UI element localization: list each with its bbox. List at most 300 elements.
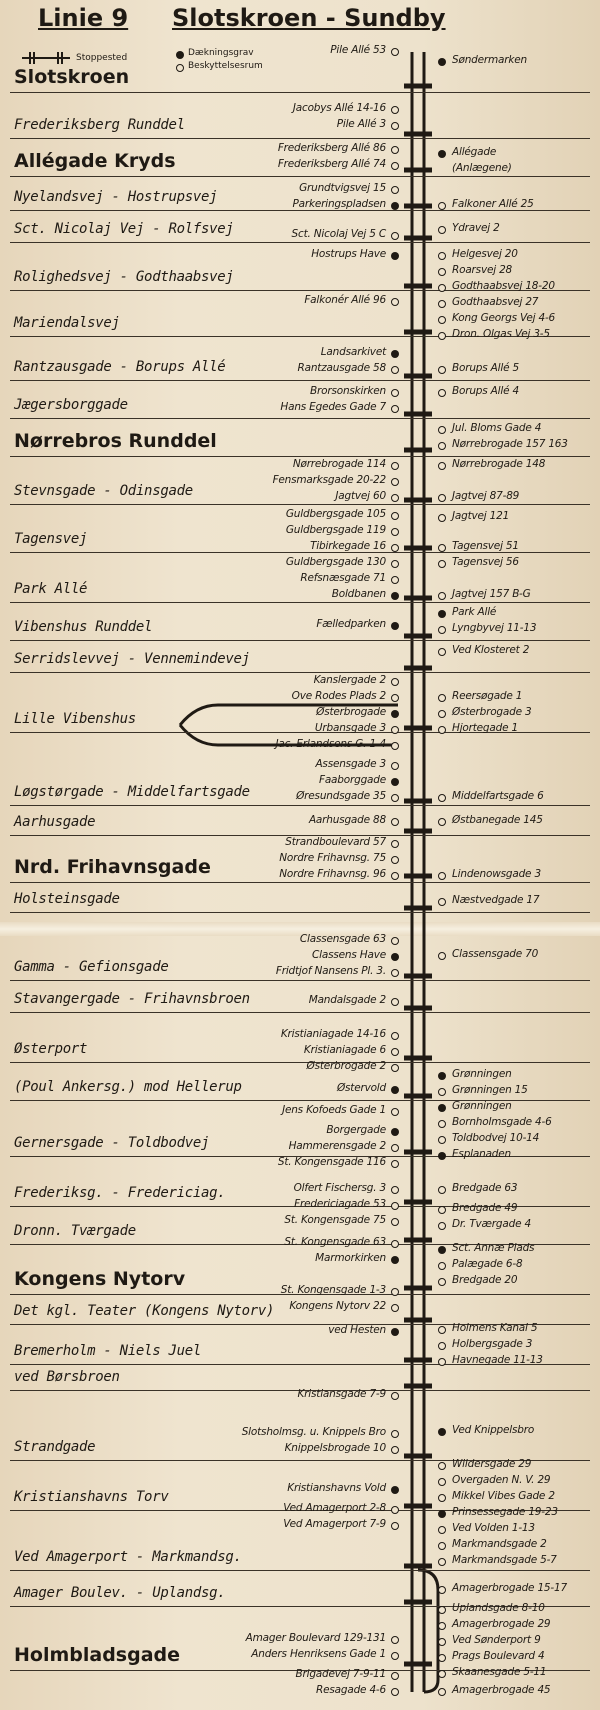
shelter-circle-icon [391,462,399,470]
shelter-label: St. Kongensgade 75 [284,1214,386,1226]
shelter-circle-icon [391,48,399,56]
shelter-circle-icon [391,678,399,686]
stop-name: Gernersgade - Toldbodvej [14,1135,210,1151]
shelter-label: Ved Volden 1-13 [452,1522,535,1534]
shelter-label: Dr. Tværgade 4 [452,1218,531,1230]
shelter-label: Roarsvej 28 [452,264,513,276]
shelter-circle-icon [391,937,399,945]
legend-filled-dot-icon [176,51,184,59]
shelter-label: Park Allé [452,606,497,618]
shelter-circle-icon [438,366,446,374]
shelter-circle-icon [391,122,399,130]
trench-dot-icon [438,1072,446,1080]
shelter-label: Jagtvej 87-89 [452,490,520,502]
shelter-label: Resagade 4-6 [316,1684,386,1696]
shelter-circle-icon [391,186,399,194]
shelter-circle-icon [391,146,399,154]
shelter-circle-icon [391,106,399,114]
stop-divider [10,805,590,806]
shelter-circle-icon [391,1430,399,1438]
trench-dot-icon [391,710,399,718]
shelter-circle-icon [391,1672,399,1680]
shelter-circle-icon [391,576,399,584]
shelter-label: Guldbergsgade 105 [285,508,386,520]
stop-divider [10,456,590,457]
shelter-circle-icon [438,1638,446,1646]
shelter-label: Østerbrogade [316,706,386,718]
shelter-label: Hjortegade 1 [452,722,518,734]
shelter-label: Frederiksberg Allé 86 [277,142,386,154]
shelter-circle-icon [438,1278,446,1286]
trench-dot-icon [391,252,399,260]
shelter-label: Øresundsgade 35 [296,790,386,802]
shelter-label: Ved Klosteret 2 [452,644,530,656]
shelter-circle-icon [391,1240,399,1248]
shelter-label: Kristianiagade 14-16 [280,1028,386,1040]
shelter-circle-icon [438,300,446,308]
shelter-label: Borups Allé 4 [452,385,519,397]
shelter-circle-icon [391,1688,399,1696]
shelter-label: Brorsonskirken [310,385,386,397]
stop-name: Tagensvej [14,531,88,547]
stop-divider [10,980,590,981]
shelter-label: Hammerensgade 2 [288,1140,386,1152]
shelter-label: Kong Georgs Vej 4-6 [452,312,556,324]
stop-name: Østerport [14,1041,88,1057]
shelter-circle-icon [391,1446,399,1454]
shelter-circle-icon [438,1558,446,1566]
shelter-label: Holbergsgade 3 [452,1338,533,1350]
shelter-circle-icon [391,1652,399,1660]
shelter-label: Uplandsgade 8-10 [452,1602,545,1614]
shelter-circle-icon [391,1218,399,1226]
shelter-label: Ydravej 2 [452,222,500,234]
stop-name: Rolighedsvej - Godthaabsvej [14,269,234,285]
stop-divider [10,602,590,603]
shelter-label: Borgergade [326,1124,386,1136]
shelter-label: Bredgade 63 [452,1182,518,1194]
shelter-circle-icon [438,1326,446,1334]
stop-name: Serridslevvej - Vennemindevej [14,651,250,667]
trench-dot-icon [438,1152,446,1160]
shelter-circle-icon [438,648,446,656]
shelter-circle-icon [438,1088,446,1096]
shelter-label: Pile Allé 53 [330,44,386,56]
shelter-circle-icon [391,1032,399,1040]
shelter-circle-icon [438,202,446,210]
shelter-circle-icon [391,544,399,552]
stop-name: Bremerholm - Niels Juel [14,1343,201,1359]
shelter-label: Amagerbrogade 45 [452,1684,551,1696]
shelter-label: Grønningen [452,1100,512,1112]
shelter-label: Anders Henriksens Gade 1 [251,1648,386,1660]
shelter-label: Marmorkirken [315,1252,386,1264]
shelter-circle-icon [391,232,399,240]
shelter-label: Rantzausgade 58 [297,362,386,374]
shelter-circle-icon [438,1654,446,1662]
legend-open-label: Beskyttelsesrum [188,61,263,71]
trench-dot-icon [391,592,399,600]
stop-name: Det kgl. Teater (Kongens Nytorv) [14,1303,275,1319]
shelter-label: Ved Amagerport 2-8 [283,1502,386,1514]
shelter-label: Amagerbrogade 15-17 [452,1582,567,1594]
shelter-circle-icon [438,316,446,324]
shelter-circle-icon [391,1202,399,1210]
shelter-label: Olfert Fischersg. 3 [293,1182,386,1194]
shelter-label: Mandalsgade 2 [308,994,386,1006]
trench-dot-icon [391,1128,399,1136]
shelter-circle-icon [391,1522,399,1530]
shelter-label: Søndermarken [452,54,527,66]
shelter-label: Aarhusgade 88 [308,814,386,826]
shelter-label: ved Hesten [328,1324,386,1336]
stop-divider [10,92,590,93]
stop-name: Park Allé [14,581,88,597]
shelter-label: Frederiksberg Allé 74 [277,158,386,170]
shelter-label: St. Kongensgade 1-3 [280,1284,386,1296]
shelter-circle-icon [391,762,399,770]
stop-divider [10,210,590,211]
shelter-label: Fredericiagade 53 [294,1198,386,1210]
shelter-circle-icon [391,1108,399,1116]
shelter-circle-icon [438,426,446,434]
trench-dot-icon [391,202,399,210]
shelter-circle-icon [391,298,399,306]
shelter-label: Sct. Annæ Plads [452,1242,535,1254]
shelter-label: Godthaabsvej 27 [452,296,539,308]
trench-dot-icon [391,1328,399,1336]
shelter-label: Godthaabsvej 18-20 [452,280,555,292]
shelter-label: Middelfartsgade 6 [452,790,544,802]
shelter-label: Amagerbrogade 29 [452,1618,551,1630]
shelter-label: Wildersgade 29 [452,1458,532,1470]
trench-dot-icon [391,1486,399,1494]
shelter-label: Kristianshavns Vold [287,1482,386,1494]
stop-symbol-icon [22,52,70,64]
shelter-circle-icon [438,710,446,718]
shelter-label: St. Kongensgade 116 [277,1156,386,1168]
shelter-label: Jagtvej 157 B-G [452,588,531,600]
trench-dot-icon [438,150,446,158]
shelter-circle-icon [438,592,446,600]
shelter-label: Kongens Nytorv 22 [289,1300,386,1312]
shelter-label: Grundtvigsvej 15 [299,182,386,194]
shelter-label: Faaborggade [318,774,386,786]
stop-name: Stevnsgade - Odinsgade [14,483,193,499]
stop-name: Allégade Kryds [14,150,176,172]
shelter-circle-icon [391,818,399,826]
shelter-circle-icon [438,442,446,450]
shelter-label: Jac. Erlandsens G. 1-4 [275,738,386,750]
stop-name: Sct. Nicolaj Vej - Rolfsvej [14,221,234,237]
shelter-label: Brigadevej 7-9-11 [295,1668,386,1680]
shelter-label: Hans Egedes Gade 7 [280,401,386,413]
shelter-circle-icon [391,726,399,734]
shelter-circle-icon [438,1688,446,1696]
shelter-circle-icon [438,1186,446,1194]
shelter-label: Kanslergade 2 [313,674,386,686]
shelter-label: Classensgade 70 [452,948,539,960]
shelter-label: Bredgade 20 [452,1274,518,1286]
shelter-circle-icon [438,1462,446,1470]
shelter-circle-icon [438,626,446,634]
shelter-label: Markmandsgade 2 [452,1538,547,1550]
shelter-label: Østervold [336,1082,386,1094]
shelter-circle-icon [391,1636,399,1644]
shelter-label: Jul. Bloms Gade 4 [452,422,542,434]
stop-name: Kongens Nytorv [14,1268,186,1290]
shelter-label: Sct. Nicolaj Vej 5 C [291,228,386,240]
shelter-label: Tibirkegade 16 [310,540,386,552]
shelter-circle-icon [438,1526,446,1534]
shelter-circle-icon [391,1506,399,1514]
stop-name: Nrd. Frihavnsgade [14,856,211,878]
legend-stop-label: Stoppested [76,53,128,63]
shelter-label: Østerbrogade 3 [452,706,532,718]
shelter-label: Tagensvej 51 [452,540,519,552]
shelter-circle-icon [438,544,446,552]
shelter-label: (Anlægene) [452,162,512,174]
shelter-circle-icon [438,252,446,260]
stop-divider [10,552,590,553]
shelter-label: Næstvedgade 17 [452,894,540,906]
stop-name: Slotskroen [14,66,130,88]
stop-divider [10,1012,590,1013]
shelter-label: Nordre Frihavnsg. 96 [279,868,386,880]
shelter-label: Reersøgade 1 [452,690,523,702]
shelter-label: Ved Knippelsbro [452,1424,535,1436]
shelter-circle-icon [391,528,399,536]
shelter-label: Markmandsgade 5-7 [452,1554,557,1566]
shelter-label: Prags Boulevard 4 [452,1650,545,1662]
stop-name: Kristianshavns Torv [14,1489,169,1505]
shelter-circle-icon [391,1048,399,1056]
stop-divider [10,1570,590,1571]
stop-divider [10,640,590,641]
stop-divider [10,1062,590,1063]
shelter-label: Lindenowsgade 3 [452,868,541,880]
stop-name: (Poul Ankersg.) mod Hellerup [14,1079,242,1095]
shelter-label: Strandboulevard 57 [285,836,386,848]
stop-name: Gamma - Gefionsgade [14,959,169,975]
legend-open-dot-icon [176,64,184,72]
shelter-label: Hostrups Have [311,248,386,260]
shelter-label: Amager Boulevard 129-131 [245,1632,386,1644]
stop-divider [10,380,590,381]
shelter-circle-icon [438,1622,446,1630]
shelter-label: Pile Allé 3 [336,118,386,130]
shelter-label: Overgaden N. V. 29 [452,1474,551,1486]
shelter-label: Refsnæsgade 71 [300,572,386,584]
shelter-label: Fensmarksgade 20-22 [272,474,386,486]
trench-dot-icon [438,58,446,66]
shelter-label: Urbansgade 3 [314,722,386,734]
shelter-circle-icon [438,560,446,568]
shelter-label: Havnegade 11-13 [452,1354,543,1366]
shelter-label: St. Kongensgade 63 [284,1236,386,1248]
shelter-circle-icon [391,366,399,374]
trench-dot-icon [391,953,399,961]
shelter-label: Helgesvej 20 [452,248,518,260]
stop-name: Lille Vibenshus [14,711,136,727]
shelter-label: Østbanegade 145 [452,814,543,826]
shelter-circle-icon [438,1670,446,1678]
shelter-circle-icon [391,405,399,413]
trench-dot-icon [391,622,399,630]
shelter-circle-icon [438,726,446,734]
shelter-label: Mikkel Vibes Gade 2 [452,1490,555,1502]
shelter-label: Toldbodvej 10-14 [452,1132,540,1144]
trench-dot-icon [438,1428,446,1436]
stop-divider [10,138,590,139]
shelter-label: Assensgade 3 [315,758,386,770]
stop-name: Frederiksg. - Fredericiag. [14,1185,226,1201]
trench-dot-icon [391,1256,399,1264]
shelter-label: Jens Kofoeds Gade 1 [282,1104,386,1116]
shelter-circle-icon [391,1288,399,1296]
shelter-circle-icon [438,1262,446,1270]
trench-dot-icon [391,350,399,358]
shelter-label: Landsarkivet [320,346,386,358]
shelter-label: Ved Sønderport 9 [452,1634,541,1646]
shelter-circle-icon [391,998,399,1006]
shelter-circle-icon [391,1304,399,1312]
shelter-label: Fridtjof Nansens Pl. 3. [275,965,386,977]
shelter-circle-icon [438,1120,446,1128]
shelter-circle-icon [391,560,399,568]
shelter-label: Grønningen [452,1068,512,1080]
shelter-label: Kristianiagade 6 [303,1044,386,1056]
shelter-label: Jagtvej 60 [335,490,386,502]
shelter-circle-icon [438,1358,446,1366]
shelter-circle-icon [438,818,446,826]
stop-name: Løgstørgade - Middelfartsgade [14,784,250,800]
stop-divider [10,418,590,419]
shelter-label: Slotsholmsg. u. Knippels Bro [241,1426,386,1438]
shelter-circle-icon [438,898,446,906]
shelter-circle-icon [438,694,446,702]
stop-name: Dronn. Tværgade [14,1223,136,1239]
trench-dot-icon [438,1510,446,1518]
shelter-label: Grønningen 15 [452,1084,528,1096]
shelter-label: Classens Have [312,949,386,961]
shelter-label: Borups Allé 5 [452,362,519,374]
shelter-label: Classensgade 63 [299,933,386,945]
stop-name: Vibenshus Runddel [14,619,153,635]
trench-dot-icon [391,778,399,786]
shelter-label: Holmens Kanal 5 [452,1322,538,1334]
stop-divider [10,912,590,913]
shelter-circle-icon [438,1494,446,1502]
shelter-circle-icon [438,794,446,802]
shelter-circle-icon [391,969,399,977]
shelter-circle-icon [391,512,399,520]
shelter-label: Ved Amagerport 7-9 [283,1518,386,1530]
shelter-circle-icon [438,952,446,960]
stop-name: Mariendalsvej [14,315,120,331]
shelter-label: Nørrebrogade 114 [292,458,386,470]
shelter-circle-icon [391,494,399,502]
shelter-label: Bornholmsgade 4-6 [452,1116,552,1128]
trench-dot-icon [438,1246,446,1254]
shelter-circle-icon [438,1206,446,1214]
shelter-label: Knippelsbrogade 10 [284,1442,386,1454]
shelter-circle-icon [391,1160,399,1168]
stop-name: Jægersborggade [14,397,128,413]
stop-name: Strandgade [14,1439,96,1455]
shelter-circle-icon [438,1586,446,1594]
route-title: Slotskroen - Sundby [172,4,446,32]
shelter-label: Falkoner Allé 25 [452,198,534,210]
legend-filled-label: Dækningsgrav [188,48,254,58]
shelter-circle-icon [438,1606,446,1614]
shelter-label: Nørrebrogade 148 [452,458,546,470]
shelter-circle-icon [438,389,446,397]
shelter-label: Ove Rodes Plads 2 [291,690,386,702]
trench-dot-icon [438,610,446,618]
shelter-circle-icon [438,332,446,340]
shelter-circle-icon [438,1342,446,1350]
shelter-circle-icon [438,1542,446,1550]
shelter-circle-icon [391,478,399,486]
shelter-circle-icon [438,284,446,292]
stop-name: Holsteinsgade [14,891,120,907]
shelter-label: Nordre Frihavnsg. 75 [279,852,386,864]
shelter-circle-icon [391,794,399,802]
shelter-label: Boldbanen [331,588,386,600]
shelter-label: Kristiansgade 7-9 [297,1388,386,1400]
shelter-circle-icon [438,268,446,276]
shelter-circle-icon [391,162,399,170]
shelter-label: Østerbrogade 2 [306,1060,386,1072]
stop-name: Rantzausgade - Borups Allé [14,359,226,375]
shelter-circle-icon [438,1136,446,1144]
shelter-label: Parkeringspladsen [292,198,386,210]
shelter-circle-icon [391,389,399,397]
shelter-circle-icon [438,1478,446,1486]
trench-dot-icon [391,1086,399,1094]
shelter-circle-icon [391,1144,399,1152]
shelter-label: Allégade [452,146,497,158]
shelter-label: Nørrebrogade 157 163 [452,438,568,450]
stop-name: Amager Boulev. - Uplandsg. [14,1585,226,1601]
stop-name: Frederiksberg Runddel [14,117,185,133]
shelter-circle-icon [391,1186,399,1194]
shelter-circle-icon [391,840,399,848]
stop-name: Nyelandsvej - Hostrupsvej [14,189,218,205]
shelter-label: Tagensvej 56 [452,556,519,568]
shelter-circle-icon [391,694,399,702]
shelter-label: Guldbergsgade 130 [285,556,386,568]
shelter-label: Jagtvej 121 [452,510,510,522]
shelter-label: Skaanesgade 5-11 [452,1666,547,1678]
stop-name: Ved Amagerport - Markmandsg. [14,1549,242,1565]
shelter-label: Fælledparken [316,618,386,630]
shelter-circle-icon [438,872,446,880]
stop-name: Stavangergade - Frihavnsbroen [14,991,250,1007]
stop-divider [10,882,590,883]
shelter-label: Prinsessegade 19-23 [452,1506,558,1518]
shelter-label: Lyngbyvej 11-13 [452,622,537,634]
shelter-circle-icon [391,872,399,880]
shelter-label: Dron. Olgas Vej 3-5 [452,328,550,340]
shelter-label: Palægade 6-8 [452,1258,523,1270]
stop-name: ved Børsbroen [14,1369,120,1385]
route-number: Linie 9 [38,4,129,32]
stop-divider [10,242,590,243]
trench-dot-icon [438,1104,446,1112]
shelter-circle-icon [438,494,446,502]
